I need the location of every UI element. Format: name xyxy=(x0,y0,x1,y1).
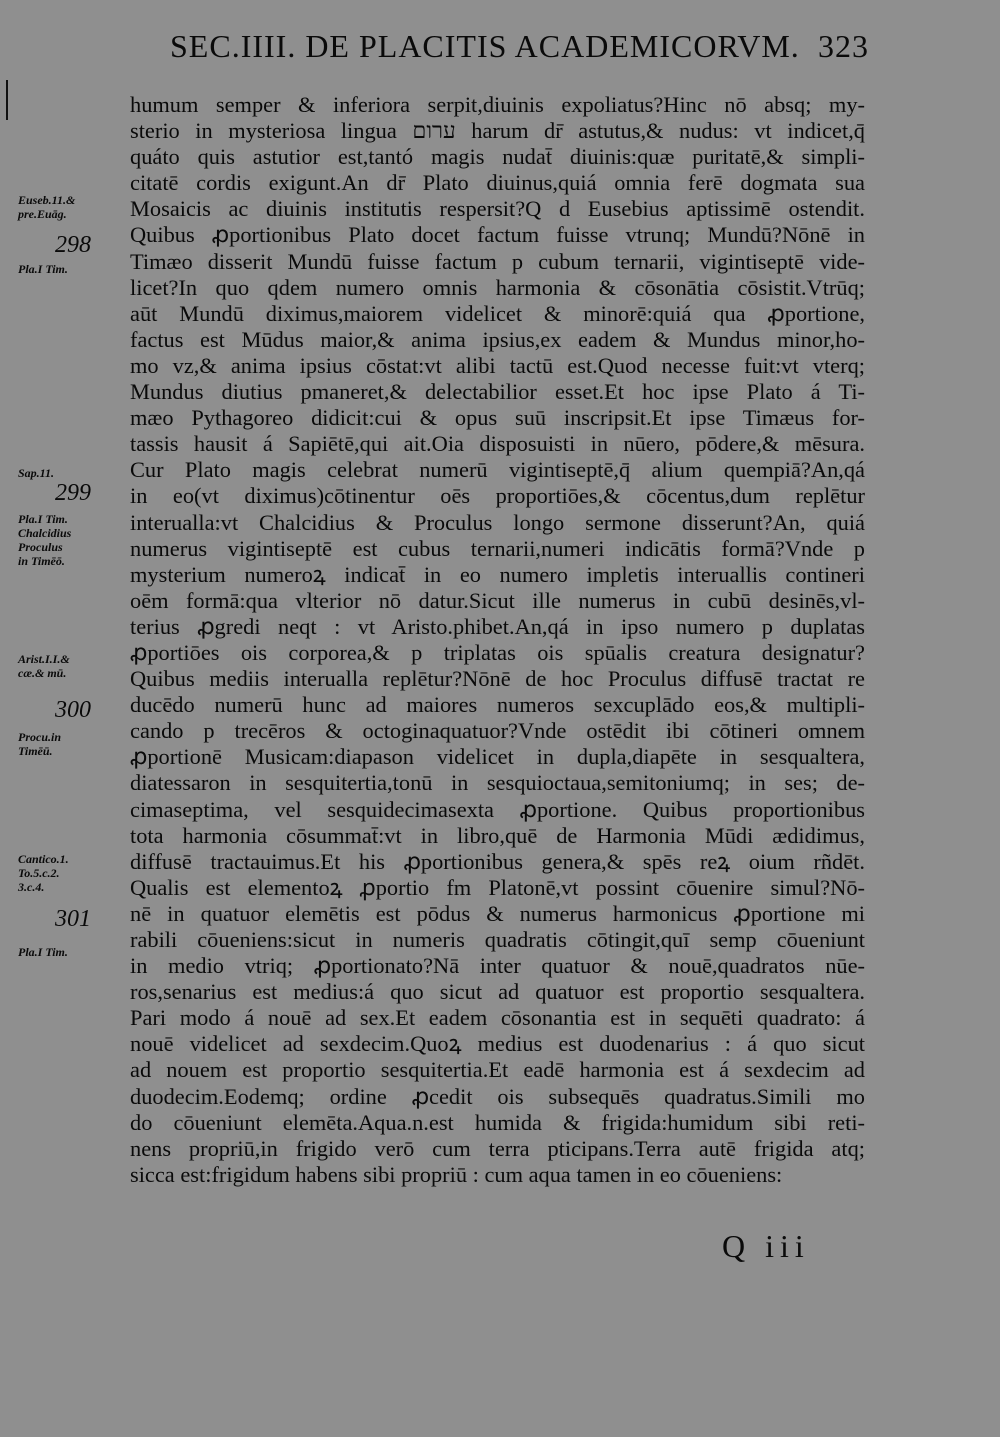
text-line: Mosaicis ac diuinis institutis respersit?Q d Eusebius aptissimē ostendit. xyxy=(130,196,865,222)
marginal-note: Pla.I Tim. Chalcidius Proculus in Timēō. xyxy=(18,512,72,568)
marginal-note: Pla.I Tim. xyxy=(18,945,68,959)
text-line: sterio in mysteriosa lingua ערום harum dr̄ astutus,& nudus: vt indicet,q̄ xyxy=(130,118,865,144)
text-line: sicca est:frigidum habens sibi propriū : cum aqua tamen in eo cōueniens: xyxy=(130,1161,783,1187)
text-line: duodecim.Eodemq; ordine ꝓcedit ois subsequēs quadratus.Simili mo xyxy=(130,1083,865,1109)
text-line: ꝓportiōes ois corporea,& p triplatas ois spūalis creatura designatur? xyxy=(130,639,865,665)
text-line: in medio vtriq; ꝓportionato?Nā inter quatuor & nouē,quadratos nūe- xyxy=(130,953,865,979)
text-line: Timæo disserit Mundū fuisse factum p cubum ternarii, vigintiseptē vide- xyxy=(130,248,865,274)
text-line: citatē cordis exigunt.An dr̄ Plato diuinus,quiá omnia ferē dogmata sua xyxy=(130,170,865,196)
section-number: 301 xyxy=(55,906,91,932)
text-line: nens propriū,in frigido verō cum terra pticipans.Terra autē frigida atq; xyxy=(130,1135,865,1161)
section-number: 300 xyxy=(55,697,91,723)
text-line: mysterium numeroꝝ indicat̄ in eo numero impletis interuallis contineri xyxy=(130,561,865,587)
text-line: tassis hausit á Sapiētē,qui ait.Oia disposuisti in nūero, pōdere,& mēsura. xyxy=(130,431,865,457)
text-line: quáto quis astutior est,tantó magis nudat̄ diuinis:quæ puritatē,& simpli- xyxy=(130,144,865,170)
text-line: Pari modo á nouē ad sex.Et eadem cōsonantia est in sequēti quadrato: á xyxy=(130,1005,865,1031)
text-line: nē in quatuor elemētis est pōdus & numerus harmonicus ꝓportione mi xyxy=(130,900,865,926)
signature-mark: Q iii xyxy=(722,1228,810,1264)
text-line: cando p trecēros & octoginaquatuor?Vnde ostēdit ibi cōtineri omnem xyxy=(130,718,865,744)
text-line: ꝓportionē Musicam:diapason videlicet in dupla,diapēte in sesqualtera, xyxy=(130,744,865,770)
text-line: nouē videlicet ad sexdecim.Quoꝝ medius est duodenarius : á quo sicut xyxy=(130,1031,865,1057)
text-line: do cōueniunt elemēta.Aqua.n.est humida & frigida:humidum sibi reti- xyxy=(130,1109,865,1135)
text-line: interualla:vt Chalcidius & Proculus longo sermone disserunt?An, quiá xyxy=(130,509,865,535)
running-head-title: SEC.IIII. DE PLACITIS ACADEMICORVM. xyxy=(170,28,800,64)
text-line: ducēdo numerū hunc ad maiores numeros sexcuplādo eos,& multipli- xyxy=(130,692,865,718)
marginal-note: Pla.I Tim. xyxy=(18,262,68,276)
running-head xyxy=(170,28,870,65)
text-line: Quibus ꝓportionibus Plato docet factum fuisse vtrunq; Mundū?Nōnē in xyxy=(130,222,865,248)
text-line: ros,senarius est medius:á quo sicut ad quatuor est proportio sesqualtera. xyxy=(130,979,865,1005)
text-line: oēm formā:qua vlterior nō datur.Sicut ille numerus in cubū desinēs,vl- xyxy=(130,587,865,613)
marginal-note: Sap.11. xyxy=(18,466,55,480)
text-line: mæo Pythagoreo didicit:cui & opus suū inscripsit.Et ipse Timæus for- xyxy=(130,405,865,431)
text-line: factus est Mūdus maior,& anima ipsius,ex eadem & Mundus minor,ho- xyxy=(130,326,865,352)
text-line: in eo(vt diximus)cōtinentur oēs proportiōes,& cōcentus,dum replētur xyxy=(130,483,865,509)
text-line: tota harmonia cōsummat̄:vt in libro,quē de Harmonia Mūdi ædidimus, xyxy=(130,822,865,848)
body-text xyxy=(130,92,865,1188)
text-line: rabili cōueniens:sicut in numeris quadratis cōtingit,quī semp cōueniunt xyxy=(130,927,865,952)
text-line: terius ꝓgredi neqt : vt Aristo.phibet.An,qá in ipso numero p duplatas xyxy=(130,613,865,639)
text-line: ad nouem est proportio sesquitertia.Et eadē harmonia est á sexdecim ad xyxy=(130,1057,865,1083)
marginal-note: Euseb.11.& pre.Euāg. xyxy=(18,193,76,221)
text-line: Cur Plato magis celebrat numerū vigintiseptē,q̄ alium quempiā?An,qá xyxy=(130,457,865,483)
marginal-note: Arist.I.I.& cæ.& mū. xyxy=(18,652,70,680)
text-line: aūt Mundū diximus,maiorem videlicet & minorē:quiá qua ꝓportione, xyxy=(130,300,865,326)
text-line: diatessaron in sesquitertia,tonū in sesquioctaua,semitoniumq; in ses; de- xyxy=(130,770,865,796)
text-line: diffusē tractauimus.Et his ꝓportionibus genera,& spēs reꝝ oium rñdēt. xyxy=(130,848,865,874)
page-number: 323 xyxy=(818,28,869,64)
text-line: Qualis est elementoꝝ ꝓportio fm Platonē,vt possint cōuenire simul?Nō- xyxy=(130,874,865,900)
section-number: 298 xyxy=(55,232,91,258)
text-line: licet?In quo qdem numero omnis harmonia & cōsonātia cōsistit.Vtrūq; xyxy=(130,274,865,300)
section-number: 299 xyxy=(55,480,91,506)
margin-rule xyxy=(6,80,8,120)
text-line: mo vz,& anima ipsius cōstat:vt alibi tactū est.Quod necesse fuit:vt vterq; xyxy=(130,352,865,378)
text-line: Quibus mediis interualla replētur?Nōnē de hoc Proculus diffusē tractat re xyxy=(130,666,865,692)
marginal-note: Cantico.1. To.5.c.2. 3.c.4. xyxy=(18,852,69,894)
text-line: Mundus diutius pmaneret,& delectabilior esset.Et hoc ipse Plato á Ti- xyxy=(130,379,865,405)
text-line: numerus vigintiseptē est cubus ternarii,numeri indicātis formā?Vnde p xyxy=(130,535,865,561)
marginal-note: Procu.in Timēū. xyxy=(18,730,62,758)
text-line: cimaseptima, vel sesquidecimasexta ꝓportione. Quibus proportionibus xyxy=(130,796,865,822)
text-line: humum semper & inferiora serpit,diuinis expoliatus?Hinc nō absq; my- xyxy=(130,92,865,117)
